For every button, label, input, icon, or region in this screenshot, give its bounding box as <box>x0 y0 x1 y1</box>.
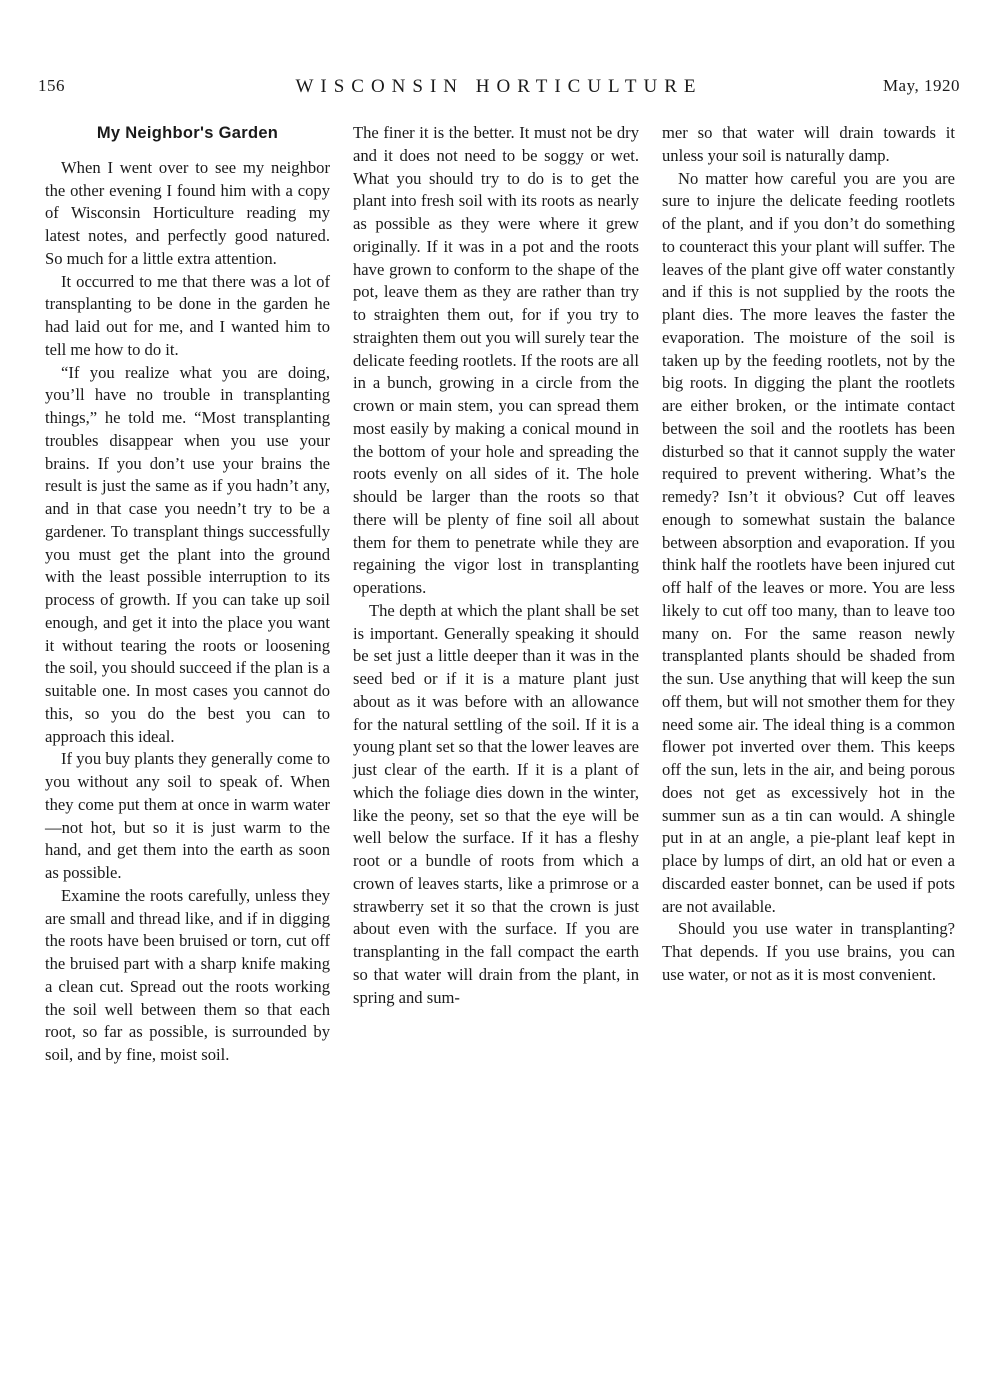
paragraph: If you buy plants they generally come to you without any soil to speak of. When they come put them at once in warm water —not hot, but so it is just warm to the hand, and get them into the earth as soon as possible. <box>45 749 330 882</box>
column-2 <box>353 122 639 1009</box>
page-number: 156 <box>38 76 65 95</box>
paragraph: Should you use water in transplanting? That depends. If you use brains, you can use water, or not as it is most convenient. <box>662 919 955 984</box>
paragraph: It occurred to me that there was a lot of transplanting to be done in the garden he had laid out for me, and I wanted him to tell me how to do it. <box>45 271 330 359</box>
paragraph: The depth at which the plant shall be set is important. Generally speaking it should be set just a little deeper than it was in the seed bed or if it is a mature plant just about as it was before with an allowance for the natural settling of the soil. If it is a young plant set so that the lower leaves are just clear of the earth. If it is a plant of which the foliage dies down in the winter, like the peony, set so that the eye will be well below the surface. If it has a fleshy root or a bundle of roots from which a crown of leaves starts, like a primrose or a strawberry set it so that the crown is just about even with the surface. If you are transplanting in the fall compact the earth so that water will drain from the plant, in spring and sum- <box>353 600 639 1007</box>
paragraph: When I went over to see my neighbor the other evening I found him with a copy of Wisconsin Horticulture reading my latest notes, and perfectly good natured. So much for a little extra attention. <box>45 157 330 268</box>
paragraph: Examine the roots carefully, unless they are small and thread like, and if in digging the roots have been bruised or torn, cut off the bruised part with a sharp knife making a clean cut. Spread out the roots working the soil well between them so that each root, so far as possible, is surrounded by soil, and by fine, moist soil. <box>45 885 330 1064</box>
paragraph-continued: mer so that water will drain towards it unless your soil is naturally damp. <box>662 123 955 165</box>
paragraph: “If you realize what you are doing, you’ll have no trouble in transplanting things,” he told me. “Most transplanting troubles disappear when you use your brains. If you don’t use your brains the result is just the same as if you hadn’t any, and in that case you needn’t try to be a gardener. To transplant things successfully you must get the plant into the ground with the least possible interruption to its process of growth. If you can take up soil enough, and get it into the place you want it without tearing the roots or loosening the soil, you should succeed if the plan is a suitable one. In most cases you cannot do this, so you do the best you can to approach this ideal. <box>45 362 330 746</box>
paragraph-continued: The finer it is the better. It must not be dry and it does not need to be soggy or wet. What you should try to do is to get the plant into fresh soil with its roots as nearly as possible as they were where it grew originally. If it was in a pot and the roots have grown to conform to the shape of the pot, leave them as they are rather than try to straighten them out, for if you try to straighten them out you will surely tear the delicate feeding rootlets. If the roots are all in a bunch, growing in a circle from the crown or main stem, you can spread them most easily by making a conical mound in the bottom of your hole and spreading the roots evenly on all sides of it. The hole should be larger than the roots so that there will be plenty of fine soil all about them for them to penetrate while they are regaining the vigor lost in transplanting operations. <box>353 123 639 597</box>
journal-title: WISCONSIN HORTICULTURE <box>295 76 703 97</box>
issue-date: May, 1920 <box>882 76 960 95</box>
article-title: My Neighbor's Garden <box>96 124 279 142</box>
paragraph: No matter how careful you are you are sure to injure the delicate feeding rootlets of the plant, and if you don’t do something to counteract this your plant will suffer. The leaves of the plant give off water constantly and if this is not supplied by the roots the plant dies. The more leaves the faster the evaporation. The moisture of the soil is taken up by the feeding rootlets, not by the big roots. In digging the plant the rootlets are either broken, or the intimate contact between the soil and the rootlets has been disturbed so that it cannot supply the water required to prevent withering. What’s the remedy? Isn’t it obvious? Cut off leaves enough to somewhat sustain the balance between absorption and evaporation. If you think half the rootlets have been injured cut off half of the leaves or more. You are less likely to cut off too many, than to leave too many on. For the same reason newly transplanted plants should be shaded from the sun. Use anything that will keep the sun off them, but will not smother them for they need some air. The ideal thing is a common flower pot inverted over them. This keeps off the sun, lets in the air, and being porous does not get as excessively hot in the summer sun as a tin can would. A shingle put in at an angle, a pie-plant leaf kept in place by lumps of dirt, an old hat or even a discarded easter bonnet, can be used if pots are not available. <box>662 168 955 916</box>
column-3 <box>662 122 955 987</box>
running-header <box>38 76 960 102</box>
column-1 <box>45 122 330 1067</box>
